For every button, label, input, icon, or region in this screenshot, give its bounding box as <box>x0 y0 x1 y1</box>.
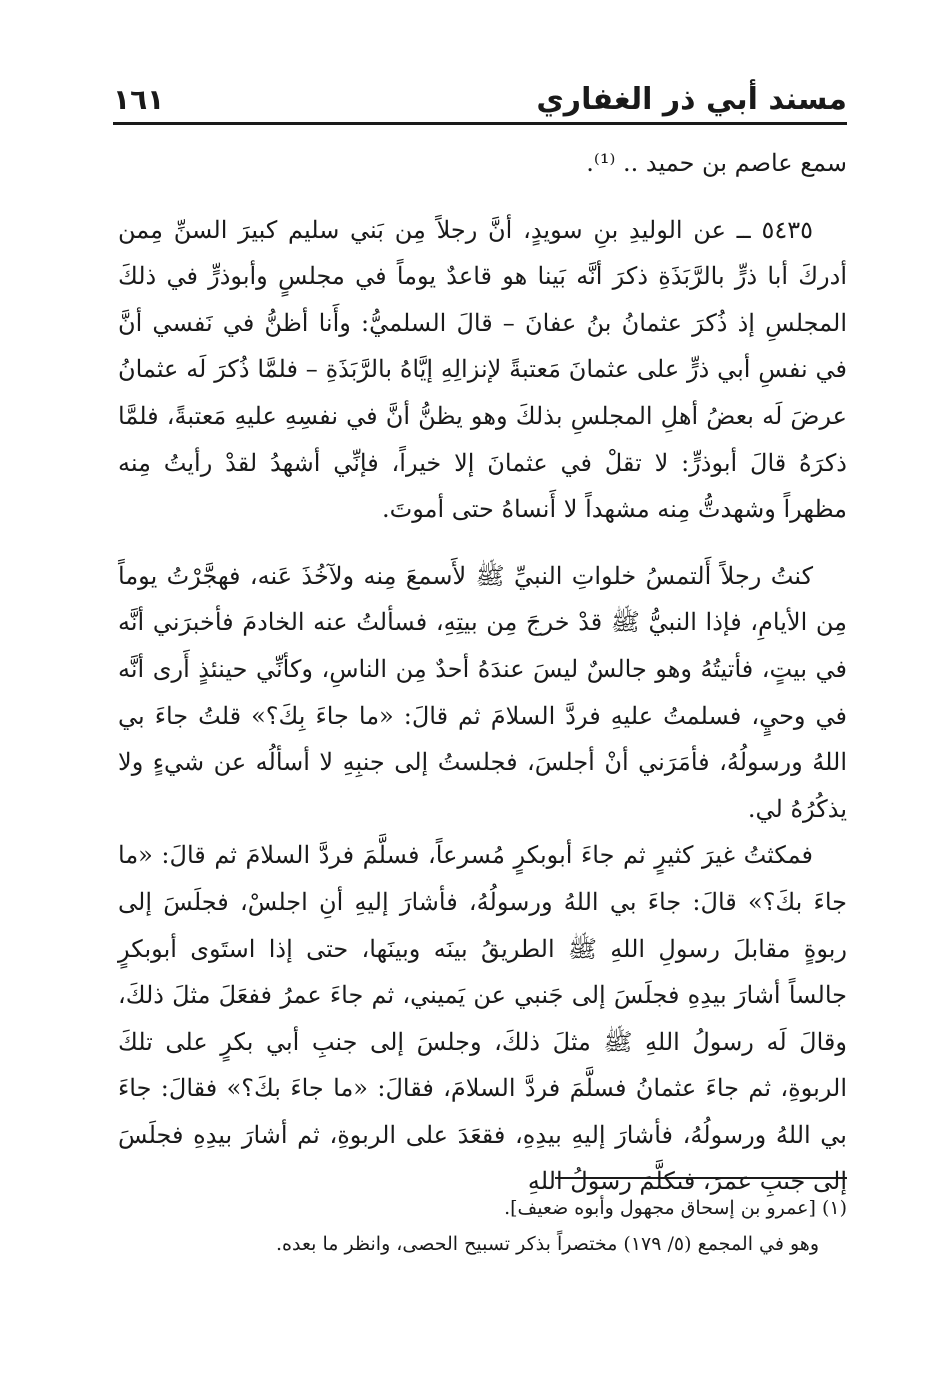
footnote-1: (١) [عمرو بن إسحاق مجهول وأبوه ضعيف]. <box>504 1197 847 1219</box>
footnote-1-continuation: وهو في المجمع (٥/ ١٧٩) مختصراً بذكر تسبيح الحصى، وانظر ما بعده. <box>275 1233 819 1255</box>
hadith-5435-narration-part2: فمكثتُ غيرَ كثيرٍ ثم جاءَ أبوبكرٍ مُسرعاً، فسلَّمَ فردَّ السلامَ ثم قالَ: «ما جاءَ بكَ؟» قالَ: جاءَ بي اللهُ ورسولُهُ، فأشارَ إليهِ أنِ اجلسْ، فجلَسَ إلى ربوةٍ مقابلَ رسولِ اللهِ ﷺ الطريقُ بينَه وبينَها، حتى إذا استَوى أبوبكرٍ جالساً أشارَ بيدِهِ فجلَسَ إلى جَنبي عن يَميني، ثم جاءَ عمرُ ففعَلَ مثلَ ذلكَ، وقالَ لَه رسولُ اللهِ ﷺ مثلَ ذلكَ، وجلسَ إلى جنبِ أبي بكرٍ على تلكَ الربوةِ، ثم جاءَ عثمانُ فسلَّمَ فردَّ السلامَ، فقالَ: «ما جاءَ بكَ؟» فقالَ: جاءَ بي اللهُ ورسولُهُ، فأشارَ إليهِ بيدِهِ، فقعَدَ على الربوةِ، ثم أشارَ بيدِهِ فجلَسَ إلى جنبِ عمرَ، فتكلَّمَ رسولُ اللهِ <box>118 841 847 1196</box>
paragraph-continuation: سمع عاصم بن حميد .. ⁽¹⁾. <box>586 149 847 177</box>
footnote-rule <box>555 1177 847 1179</box>
page-number: ١٦١ <box>113 83 165 116</box>
footnotes <box>118 1190 847 1262</box>
hadith-5435-narration-part1: كنتُ رجلاً أَلتمسُ خلواتِ النبيِّ ﷺ لأَسمعَ مِنه ولآخُذَ عَنه، فهجَّرْتُ يوماً مِن الأيامِ، فإذا النبيُّ ﷺ قدْ خرجَ مِن بيتِهِ، فسألتُ عنه الخادمَ فأخبرَني أنَّه في بيتٍ، فأتيتُهُ وهو جالسٌ ليسَ عندَهُ أحدٌ مِن الناسِ، وكأنِّي حينئذٍ أَرى أنَّه في وحيٍ، فسلمتُ عليهِ فردَّ السلامَ ثم قالَ: «ما جاءَ بِكَ؟» قلتُ جاءَ بي اللهُ ورسولُهُ، فأمَرَني أنْ أجلسَ، فجلستُ إلى جنبِهِ لا أسألُه عن شيءٍ ولا يذكُرُهُ لي. <box>118 561 847 823</box>
book-title: مسند أبي ذر الغفاري <box>536 82 847 117</box>
hadith-5435-chain: ٥٤٣٥ ــ عن الوليدِ بنِ سويدٍ، أنَّ رجلاً مِن بَني سليم كبيرَ السنِّ مِمن أدركَ أبا ذرٍّ بالرَّبَذَةِ ذكرَ أنَّه بَينا هو قاعدٌ يوماً في مجلسٍ وأبوذرٍّ في ذلكَ المجلسِ إذ ذُكرَ عثمانُ بنُ عفانَ – قالَ السلميُّ: وأَنا أظنُّ في نَفسي أنَّ في نفسِ أبي ذرٍّ على عثمانَ مَعتبةً لإنزالِهِ إيَّاهُ بالرَّبَذَةِ – فلمَّا ذُكرَ لَه عثمانُ عرضَ لَه بعضُ أهلِ المجلسِ بذلكَ وهو يظنُّ أنَّ في نفسِهِ عليهِ مَعتبةً، فلمَّا ذكرَهُ قالَ أبوذرٍّ: لا تقلْ في عثمانَ إلا خيراً، فإنِّي أشهدُ لقدْ رأيتُ مِنه مظهراً وشهدتُّ مِنه مشهداً لا أَنساهُ حتى أموتَ. <box>118 215 847 524</box>
running-header <box>113 72 847 120</box>
header-rule <box>113 122 847 125</box>
main-text <box>118 140 847 1205</box>
